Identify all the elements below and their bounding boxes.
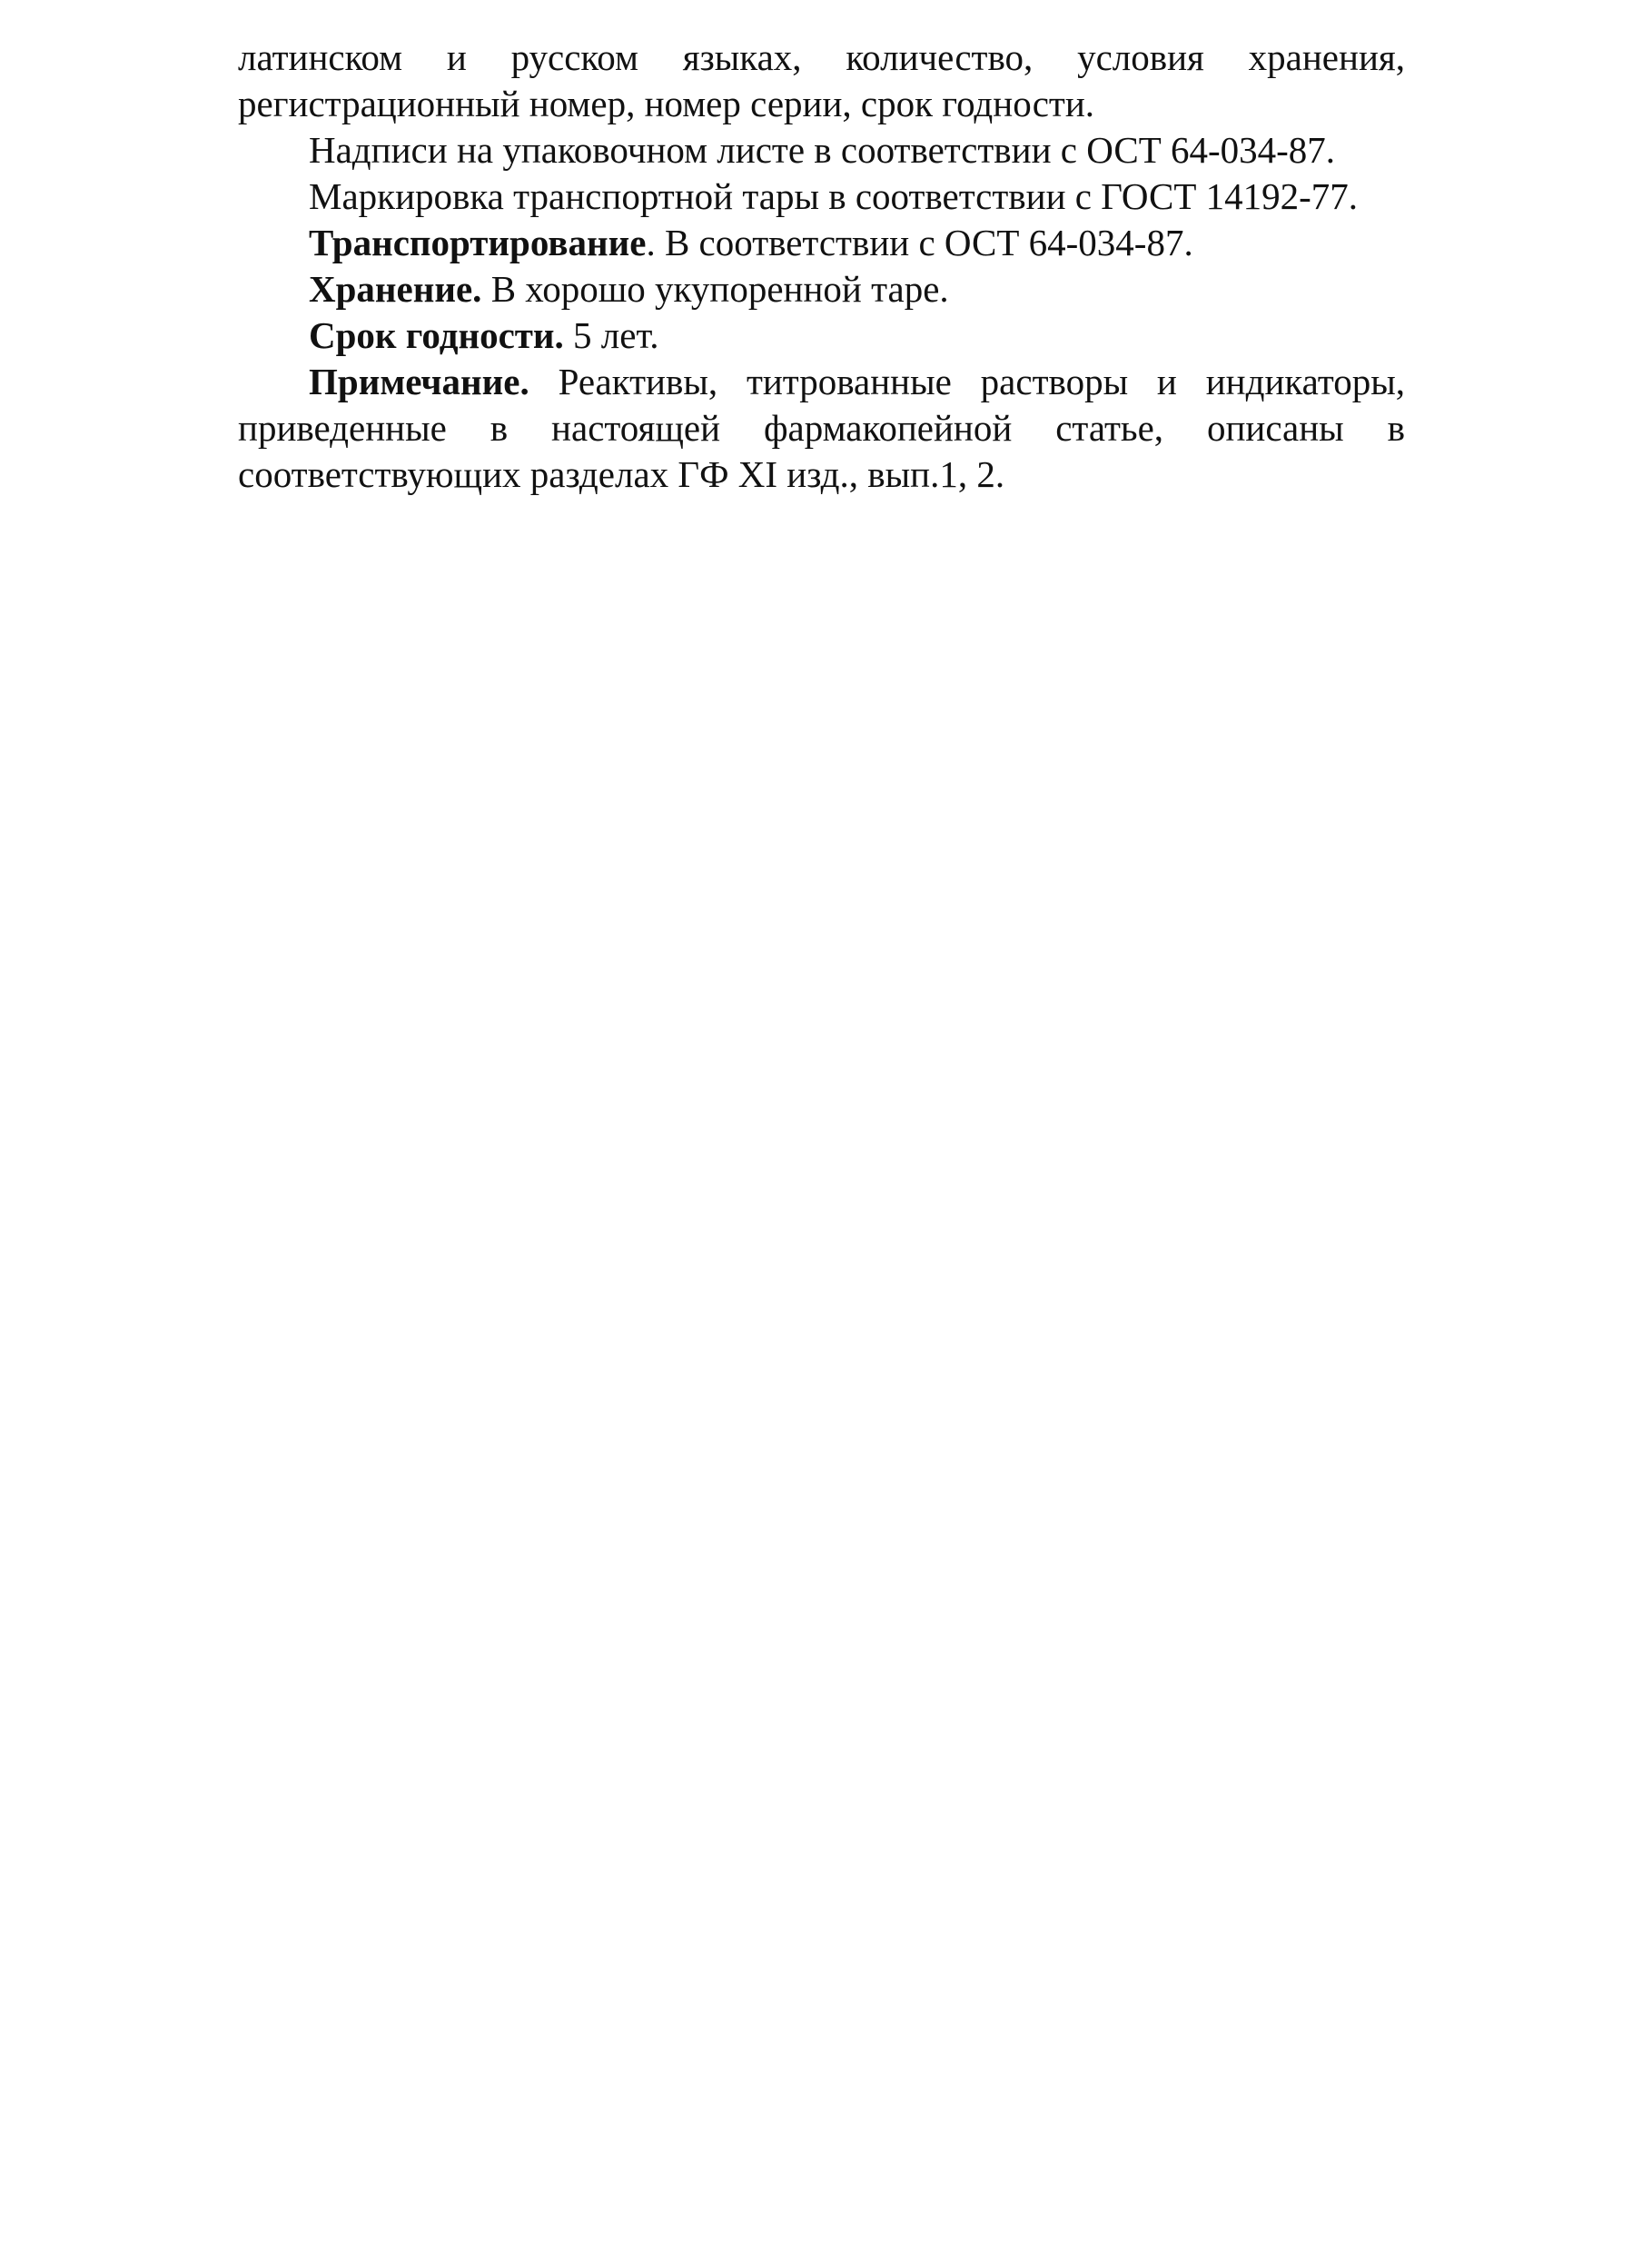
- section-heading-storage: Хранение.: [309, 268, 482, 310]
- paragraph-text: В хорошо укупоренной таре.: [481, 268, 949, 310]
- paragraph-shelf-life: [238, 313, 1405, 359]
- paragraph-storage: [238, 266, 1405, 313]
- paragraph-text: 5 лет.: [563, 314, 659, 356]
- paragraph-transportation: [238, 220, 1405, 266]
- section-heading-transportation: Транспортирование: [309, 222, 647, 263]
- paragraph-note: [238, 359, 1405, 498]
- paragraph-transport-marking: [238, 174, 1405, 220]
- section-heading-shelf-life: Срок годности.: [309, 314, 564, 356]
- document-page: [238, 35, 1405, 498]
- section-heading-note: Примечание.: [309, 361, 529, 402]
- paragraph-text: Надписи на упаковочном листе в соответствии с ОСТ 64-034-87.: [309, 129, 1336, 171]
- paragraph-labeling-continued: [238, 35, 1405, 127]
- paragraph-text: Реактивы, титрованные растворы и индикаторы, приведенные в настоящей фармакопейной статье, описаны в соответствующих разделах ГФ XI изд., вып.1, 2.: [238, 361, 1405, 495]
- paragraph-packing-sheet: [238, 127, 1405, 174]
- paragraph-text: Маркировка транспортной тары в соответствии с ГОСТ 14192-77.: [309, 175, 1359, 217]
- paragraph-text: . В соответствии с ОСТ 64-034-87.: [646, 222, 1193, 263]
- paragraph-text: латинском и русском языках, количество, условия хранения, регистрационный номер, номер серии, срок годности.: [238, 36, 1405, 124]
